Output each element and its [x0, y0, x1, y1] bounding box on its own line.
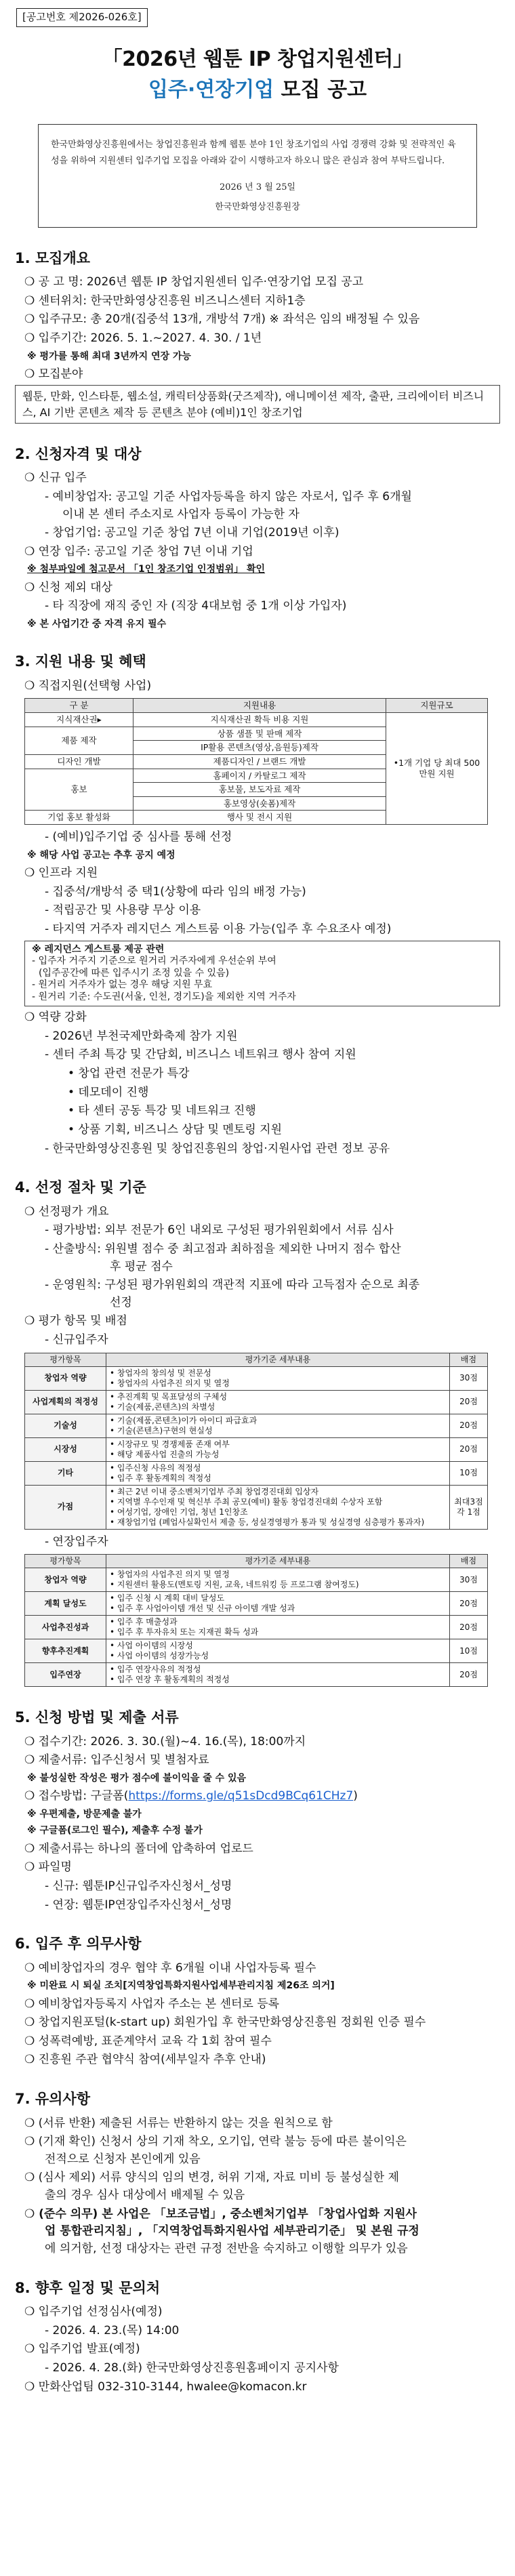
criteria-line: • 창업자의 사업추진 의지 및 열정: [110, 1570, 230, 1580]
eval-table-new: [24, 1353, 488, 1530]
table-cell: 제품디자인 / 브랜드 개발: [133, 754, 386, 769]
s4-ext-label: - 연장입주자: [45, 1534, 108, 1549]
s5-url-end: ): [353, 1789, 358, 1803]
s8-item: ❍ 만화산업팀 032-310-3144, hwalee@komacon.kr: [24, 2379, 307, 2394]
table-cell: 가점: [25, 1485, 106, 1529]
title-block: [15, 45, 500, 105]
table-cell: [106, 1366, 450, 1390]
table-cell: [106, 1461, 450, 1485]
criteria-line: • 입주 후 활동계획의 적정성: [110, 1473, 211, 1483]
s7-item: ❍ (서류 반환) 제출된 서류는 반환하지 않는 것을 원칙으로 함: [24, 2116, 333, 2130]
criteria-line: • 최근 2년 이내 중소벤처기업부 주최 창업경진대회 입상자: [110, 1486, 319, 1496]
s5-file-item: - 신규: 웹툰IP신규입주자신청서_성명: [45, 1879, 232, 1893]
table-cell: 향후추진계획: [25, 1639, 106, 1663]
criteria-line: • 시장규모 및 경쟁제품 존재 여부: [110, 1439, 230, 1449]
s6-item: ❍ 예비창업자의 경우 협약 후 6개월 이내 사업자등록 필수: [24, 1961, 316, 1975]
table-cell: 30점: [450, 1568, 488, 1592]
table-cell: [106, 1616, 450, 1639]
title-rest: 모집 공고: [274, 78, 367, 102]
s4-proc-item: - 평가방법: 외부 전문가 6인 내외로 구성된 평가위원회에서 서류 심사: [45, 1223, 394, 1238]
criteria-line: • 기술(제품,콘텐츠)의 차별성: [110, 1402, 215, 1412]
s3-cap-item: - 2026년 부천국제만화축제 참가 지원: [45, 1029, 238, 1043]
s4-proc-item: - 산출방식: 위원별 점수 중 최고점과 최하점을 제외한 나머지 점수 합산: [45, 1242, 401, 1256]
table-cell: 창업자 역량: [25, 1568, 106, 1592]
s5-file-item: - 연장: 웹툰IP연장입주자신청서_성명: [45, 1898, 232, 1912]
s5-period: ❍ 접수기간: 2026. 3. 30.(월)~4. 16.(목), 18:00까지: [24, 1734, 306, 1749]
s5-url-label: ❍ 접수방법: 구글폼(: [24, 1789, 129, 1803]
table-cell: [106, 1568, 450, 1592]
table-cell: 기업 홍보 활성화: [25, 811, 133, 825]
s3-infra: ❍ 인프라 지원: [24, 865, 98, 880]
s3-infra-item: - 적립공간 및 사용량 무상 이용: [45, 903, 201, 918]
criteria-line: • 해당 제품사업 진출의 가능성: [110, 1449, 220, 1459]
table-cell: 사업계획의 적정성: [25, 1390, 106, 1414]
criteria-line: • 기술(제품,콘텐츠)이가 아이디 파급효과: [110, 1415, 258, 1425]
table-header: 평가항목: [25, 1555, 106, 1568]
s8-sub: - 2026. 4. 28.(화) 한국만화영상진흥원홈페이지 공지사항: [45, 2361, 339, 2375]
s3-pre-note: - (예비)입주기업 중 심사를 통해 선정: [45, 830, 232, 844]
s5-method: ❍ 제출서류: 입주신청서 및 별첨자료: [24, 1753, 209, 1767]
s3-cap-item: - 센터 주최 특강 및 간담회, 비즈니스 네트워크 행사 참여 지원: [45, 1048, 356, 1062]
table-cell: 디자인 개발: [25, 754, 133, 769]
table-cell: 지식재산권▸: [25, 713, 133, 727]
table-cell: 홈페이지 / 카탈로그 제작: [133, 769, 386, 783]
table-header: 평가항목: [25, 1353, 106, 1366]
criteria-line: • 사업 아이템의 성장가능성: [110, 1651, 209, 1661]
s1-item: ❍ 입주기간: 2026. 5. 1.~2027. 4. 30. / 1년: [24, 331, 262, 345]
table-cell: [106, 1390, 450, 1414]
s7-cont: 출의 경우 심사 대상에서 배제될 수 있음: [45, 2188, 245, 2203]
eval-table-ext: [24, 1554, 488, 1687]
s4-proc-cont: 후 평균 점수: [110, 1259, 173, 1273]
s3-cap-sub: • 타 센터 공동 특강 및 네트워크 진행: [68, 1104, 256, 1118]
s5-note: ※ 불성실한 작성은 평가 점수에 불이익을 줄 수 있음: [27, 1773, 247, 1784]
s2-ext-note: ※ 첨부파일에 첨고문서 「1인 창조기업 인정범위」 확인: [27, 564, 266, 575]
application-form-link[interactable]: https://forms.gle/q51sDcd9BCq61CHz7: [128, 1789, 354, 1803]
table-header: 배점: [450, 1353, 488, 1366]
table-cell: [106, 1592, 450, 1616]
intro-org: 한국만화영상진흥원장: [215, 201, 300, 212]
table-header: 배점: [450, 1555, 488, 1568]
section-6-title: 6. 입주 후 의무사항: [15, 1936, 142, 1953]
section-2-title: 2. 신청자격 및 대상: [15, 445, 142, 462]
table-cell: 계획 달성도: [25, 1592, 106, 1616]
s1-field-label: ❍ 모집분야: [24, 367, 83, 381]
s6-item: ❍ 창업지원포털(k-start up) 회원가입 후 한국만화영상진흥원 정회원 인증 필수: [24, 2016, 426, 2030]
s5-note: ※ 우편제출, 방문제출 불가: [27, 1809, 142, 1820]
section-1-title: 1. 모집개요: [15, 249, 91, 266]
support-table: [24, 698, 488, 825]
criteria-line: • 추진계획 및 목표달성의 구체성: [110, 1391, 228, 1402]
s7-item: ❍ (준수 의무) 본 사업은 「보조금법」, 중소벤처기업부 「창업사업화 지원사: [24, 2207, 417, 2221]
s7-item: ❍ (기재 확인) 신청서 상의 기재 착오, 오기입, 연락 불능 등에 따른 불이익은: [24, 2135, 407, 2149]
table-cell: 20점: [450, 1592, 488, 1616]
table-cell: 상품 샘플 및 판매 제작: [133, 727, 386, 741]
s2-new: ❍ 신규 입주: [24, 471, 87, 485]
s5-note: ※ 구글폼(로그인 필수), 제출후 수정 불가: [27, 1825, 203, 1837]
table-cell: 입주연장: [25, 1663, 106, 1687]
intro-date: 2026 년 3 월 25일: [219, 182, 296, 193]
s3-cap-sub: • 데모데이 진행: [68, 1085, 149, 1099]
notice-number: [공고번호 제2026-026호]: [16, 8, 148, 27]
criteria-line: • 창업자의 사업추진 의지 및 열정: [110, 1378, 230, 1388]
s2-new-item: - 예비창업자: 공고일 기준 사업자등록을 하지 않은 자로서, 입주 후 6개월: [45, 489, 412, 504]
table-cell: 홍보: [25, 769, 133, 811]
s4-proc-cont: 선정: [110, 1295, 132, 1309]
criteria-line: • 입주 후 사업아이템 개선 및 신규 아이템 개발 성과: [110, 1603, 295, 1614]
table-cell: 행사 및 전시 지원: [133, 811, 386, 825]
table-cell: 20점: [450, 1390, 488, 1414]
s8-item: ❍ 입주기업 발표(예정): [24, 2342, 140, 2356]
s2-new-item: - 창업기업: 공고일 기준 창업 7년 이내 기업(2019년 이후): [45, 526, 339, 540]
table-cell: 지식재산권 확득 비용 지원: [133, 713, 386, 727]
s1-item: ❍ 입주규모: 총 20개(집중석 13개, 개방석 7개) ※ 좌석은 임의 배정될 수 있음: [24, 312, 420, 327]
table-cell: 홍보물, 보도자료 제작: [133, 783, 386, 797]
table-cell: IP활용 콘텐츠(영상,음원등)제작: [133, 741, 386, 755]
s6-item: ❍ 예비창업자등록지 사업자 주소는 본 센터로 등록: [24, 1997, 280, 2011]
title-accent: 입주·연장기업: [148, 78, 274, 102]
table-cell: 사업추진성과: [25, 1616, 106, 1639]
s1-item: ❍ 공 고 명: 2026년 웹툰 IP 창업지원센터 입주·연장기업 모집 공고: [24, 274, 364, 289]
s8-item: ❍ 입주기업 선정심사(예정): [24, 2305, 163, 2319]
table-cell: [106, 1485, 450, 1529]
residence-line: - 원거리 기준: 수도권(서울, 인천, 경기도)을 제외한 지역 거주자: [32, 991, 296, 1002]
table-header: 평가기준 세부내용: [106, 1555, 450, 1568]
criteria-line: • 입주신청 사유의 적정성: [110, 1463, 201, 1473]
s1-note: ※ 평가를 통해 최대 3년까지 연장 가능: [27, 350, 191, 362]
s6-note: ※ 미완료 시 퇴실 조치[지역창업특화지원사업세부관리지침 제26조 의거]: [27, 1980, 335, 1992]
table-cell: [106, 1414, 450, 1437]
residence-box-title: ※ 레지던스 게스트룸 제공 관련: [32, 943, 165, 955]
s3-infra-item: - 집중석/개방석 중 택1(상황에 따라 임의 배정 가능): [45, 884, 306, 899]
table-cell: 제품 제작: [25, 727, 133, 754]
table-cell: 시장성: [25, 1437, 106, 1461]
s5-file-name: ❍ 파일명: [24, 1860, 72, 1875]
criteria-line: • 여성기업, 장애인 기업, 청년 1인창조: [110, 1507, 248, 1517]
s2-excl: ❍ 신청 제외 대상: [24, 580, 112, 594]
criteria-line: • 입주 연장 후 활동계획의 적정성: [110, 1675, 230, 1685]
criteria-line: • 재창업기업 (폐업사실확인서 제출 등, 성실경영평가 통과 및 성실경영 심층평가 통과자): [110, 1517, 425, 1527]
s3-dup-note: ※ 해당 사업 공고는 추후 공지 예정: [27, 849, 176, 861]
criteria-line: • 지원센터 활용도(멘토링 지원, 교육, 네트워킹 등 프로그램 참여정도): [110, 1580, 359, 1590]
table-cell: 창업자 역량: [25, 1366, 106, 1390]
table-cell: 30점: [450, 1366, 488, 1390]
s3-cap-sub: • 창업 관련 전문가 특강: [68, 1066, 190, 1080]
title-line2: [15, 75, 500, 105]
criteria-line: • 사업 아이템의 시장성: [110, 1641, 193, 1651]
s7-cont: 에 의거함, 선정 대상자는 관련 규정 전반을 숙지하고 이행할 의무가 있음: [45, 2242, 408, 2256]
criteria-line: • 창업자의 창의성 및 전문성: [110, 1368, 211, 1378]
criteria-line: • 입주 후 매출성과: [110, 1617, 178, 1627]
s7-item: ❍ (심사 제외) 서류 양식의 임의 변경, 허위 기재, 자료 미비 등 불성실한 제: [24, 2171, 399, 2185]
s3-cap-last: - 한국만화영상진흥원 및 창업진흥원의 창업·지원사업 관련 정보 공유: [45, 1141, 390, 1156]
s2-excl-note: ※ 본 사업기간 중 자격 유지 필수: [27, 619, 167, 630]
section-4-title: 4. 선정 절차 및 기준: [15, 1179, 146, 1196]
s4-crit: ❍ 평가 항목 및 배점: [24, 1314, 127, 1328]
s4-proc: ❍ 선정평가 개요: [24, 1204, 109, 1219]
s1-field-box: 웹툰, 만화, 인스타툰, 웹소설, 캐릭터상품화(굿즈제작), 애니메이션 제작, 출판, 크리에이터 비즈니스, AI 기반 콘텐츠 제작 등 콘텐츠 분야 (예비)1인 창조기업: [15, 385, 500, 423]
table-cell: 최대3점 각 1점: [450, 1485, 488, 1529]
section-8-title: 8. 향후 일정 및 문의처: [15, 2279, 161, 2296]
table-cell: 10점: [450, 1639, 488, 1663]
s7-cont: 전적으로 신청자 본인에게 있음: [45, 2152, 201, 2166]
s7-cont: 업 통합관리지침」, 「지역창업특화지원사업 세부관리기준」 및 본원 규정: [45, 2224, 419, 2238]
table-cell: 20점: [450, 1414, 488, 1437]
s2-ext: ❍ 연장 입주: 공고일 기준 창업 7년 이내 기업: [24, 544, 253, 558]
s5-url-line: [15, 1788, 500, 1805]
criteria-line: • 기술(콘텐츠)구현의 현실성: [110, 1425, 213, 1435]
table-header: 평가기준 세부내용: [106, 1353, 450, 1366]
table-cell: 기타: [25, 1461, 106, 1485]
s4-new-label: - 신규입주자: [45, 1333, 108, 1347]
intro-box: [38, 124, 477, 228]
table-cell: 10점: [450, 1461, 488, 1485]
residence-line: - 원거리 거주자가 없는 경우 해당 지원 무효: [32, 979, 213, 991]
table-cell: 홍보영상(숏폼)제작: [133, 796, 386, 811]
table-cell: 기술성: [25, 1414, 106, 1437]
s6-item: ❍ 진흥원 주관 협약식 참여(세부일자 추후 안내): [24, 2053, 266, 2067]
residence-box: [24, 941, 500, 1007]
table-header: 구 분: [25, 699, 133, 713]
table-cell: 20점: [450, 1663, 488, 1687]
residence-line: - 입주자 거주지 기준으로 원거리 거주자에게 우선순위 부여: [32, 956, 276, 967]
criteria-line: • 입주 연장사유의 적정성: [110, 1664, 201, 1675]
criteria-line: • 입주 후 투자유치 또는 지재권 확득 성과: [110, 1627, 259, 1637]
s8-sub: - 2026. 4. 23.(목) 14:00: [45, 2323, 180, 2337]
s3-cap: ❍ 역량 강화: [24, 1010, 87, 1025]
s5-file: ❍ 제출서류는 하나의 폴더에 압축하여 업로드: [24, 1841, 253, 1856]
section-3-title: 3. 지원 내용 및 혜택: [15, 653, 146, 670]
s1-item: ❍ 센터위치: 한국만화영상진흥원 비즈니스센터 지하1층: [24, 293, 306, 308]
section-5-title: 5. 신청 방법 및 제출 서류: [15, 1709, 179, 1726]
s2-excl-item: - 타 직장에 재직 중인 자 (직장 4대보험 중 1개 이상 가입자): [45, 599, 347, 613]
table-cell: [106, 1437, 450, 1461]
intro-text: 한국만화영상진흥원에서는 창업진흥원과 함께 웹툰 분야 1인 창조기업의 사업 경쟁력 강화 및 전략적인 육성을 위하여 지원센터 입주기업 모집을 아래와 같이 시행하고자 하오니 많은 관심과 참여 부탁드립니다.: [51, 139, 456, 167]
criteria-line: • 지역별 우수인재 및 혁신부 주최 공모(예비) 활동 창업경진대회 수상자 포함: [110, 1496, 383, 1507]
s4-proc-item: - 운영원칙: 구성된 평가위원회의 객관적 지표에 따라 고득점자 순으로 최종: [45, 1278, 420, 1292]
criteria-line: • 입주 신청 시 계획 대비 달성도: [110, 1593, 225, 1603]
table-cell: 20점: [450, 1437, 488, 1461]
s3-support: ❍ 직접지원(선택형 사업): [24, 678, 152, 693]
s3-cap-sub: • 상품 기획, 비즈니스 상담 및 멘토링 지원: [68, 1122, 283, 1137]
table-cell: [106, 1639, 450, 1663]
table-cell-size: •1개 기업 당 최대 500만원 지원: [386, 713, 488, 825]
table-header: 지원내용: [133, 699, 386, 713]
s2-new-cont: 이내 본 센터 주소지로 사업자 등록이 가능한 자: [62, 507, 300, 521]
s3-infra-item: - 타지역 거주자 레지던스 게스트룸 이용 가능(입주 후 수요조사 예정): [45, 922, 392, 936]
section-7-title: 7. 유의사항: [15, 2091, 91, 2108]
table-cell: 20점: [450, 1616, 488, 1639]
s6-item: ❍ 성폭력예방, 표준계약서 교육 각 1회 참여 필수: [24, 2034, 272, 2048]
table-cell: [106, 1663, 450, 1687]
table-header: 지원규모: [386, 699, 488, 713]
residence-line: (입주공간에 따른 입주시기 조정 있을 수 있음): [39, 967, 230, 979]
title-line1: 「2026년 웹툰 IP 창업지원센터」: [102, 47, 413, 71]
